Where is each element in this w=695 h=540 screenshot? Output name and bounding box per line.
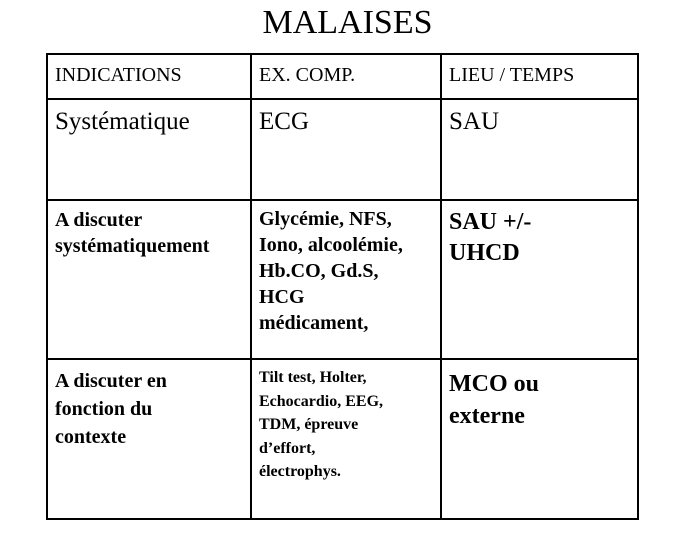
lieu-text — [442, 201, 637, 269]
table-header-row — [47, 54, 638, 99]
lieu-text — [442, 360, 637, 432]
exams-text — [252, 360, 440, 484]
lieu-cell — [441, 99, 638, 200]
header-cell-lieu — [441, 54, 638, 99]
malaises-table — [46, 53, 639, 520]
header-cell-indications — [47, 54, 251, 99]
exam-line: Echocardio, EEG, — [259, 392, 384, 410]
exam-line: Iono, alcoolémie, — [259, 234, 403, 256]
header-cell-exams — [251, 54, 441, 99]
header-indications: INDICATIONS — [55, 64, 182, 86]
table-row — [47, 359, 638, 519]
exam-line: HCG — [259, 286, 305, 308]
indication-text — [48, 100, 250, 136]
exam-line: Hb.CO, Gd.S, — [259, 260, 379, 282]
table-row — [47, 200, 638, 359]
lieu-line: SAU — [449, 108, 500, 135]
indication-text — [48, 360, 250, 451]
page-title: MALAISES — [262, 4, 433, 41]
lieu-line: externe — [449, 403, 525, 429]
indication-cell — [47, 99, 251, 200]
exam-line: Glycémie, NFS, — [259, 208, 392, 230]
exams-cell — [251, 359, 441, 519]
exam-line: électrophys. — [259, 463, 341, 480]
exams-cell — [251, 200, 441, 359]
indication-line: A discuter en — [55, 370, 167, 392]
exam-line: ECG — [259, 108, 309, 135]
lieu-line: SAU +/- — [449, 209, 532, 235]
indication-cell — [47, 359, 251, 519]
table-row — [47, 99, 638, 200]
indication-line: systématiquement — [55, 235, 210, 257]
exam-line: Tilt test, Holter, — [259, 369, 367, 386]
lieu-cell — [441, 359, 638, 519]
indication-line: contexte — [55, 426, 127, 448]
exam-line: TDM, épreuve — [259, 416, 359, 433]
lieu-line: UHCD — [449, 240, 520, 266]
exams-cell — [251, 99, 441, 200]
indication-line: fonction du — [55, 398, 153, 420]
lieu-cell — [441, 200, 638, 359]
indication-text — [48, 201, 250, 259]
exams-text — [252, 201, 440, 336]
lieu-line: MCO ou — [449, 371, 539, 397]
indication-line: Systématique — [55, 108, 190, 135]
indication-cell — [47, 200, 251, 359]
indication-line: A discuter — [55, 209, 143, 231]
header-exams: EX. COMP. — [259, 64, 356, 86]
exams-text — [252, 100, 440, 136]
exam-line: d’effort, — [259, 439, 316, 457]
header-lieu-temps: LIEU / TEMPS — [449, 64, 575, 86]
exam-line: médicament, — [259, 312, 369, 334]
lieu-text — [442, 100, 637, 136]
